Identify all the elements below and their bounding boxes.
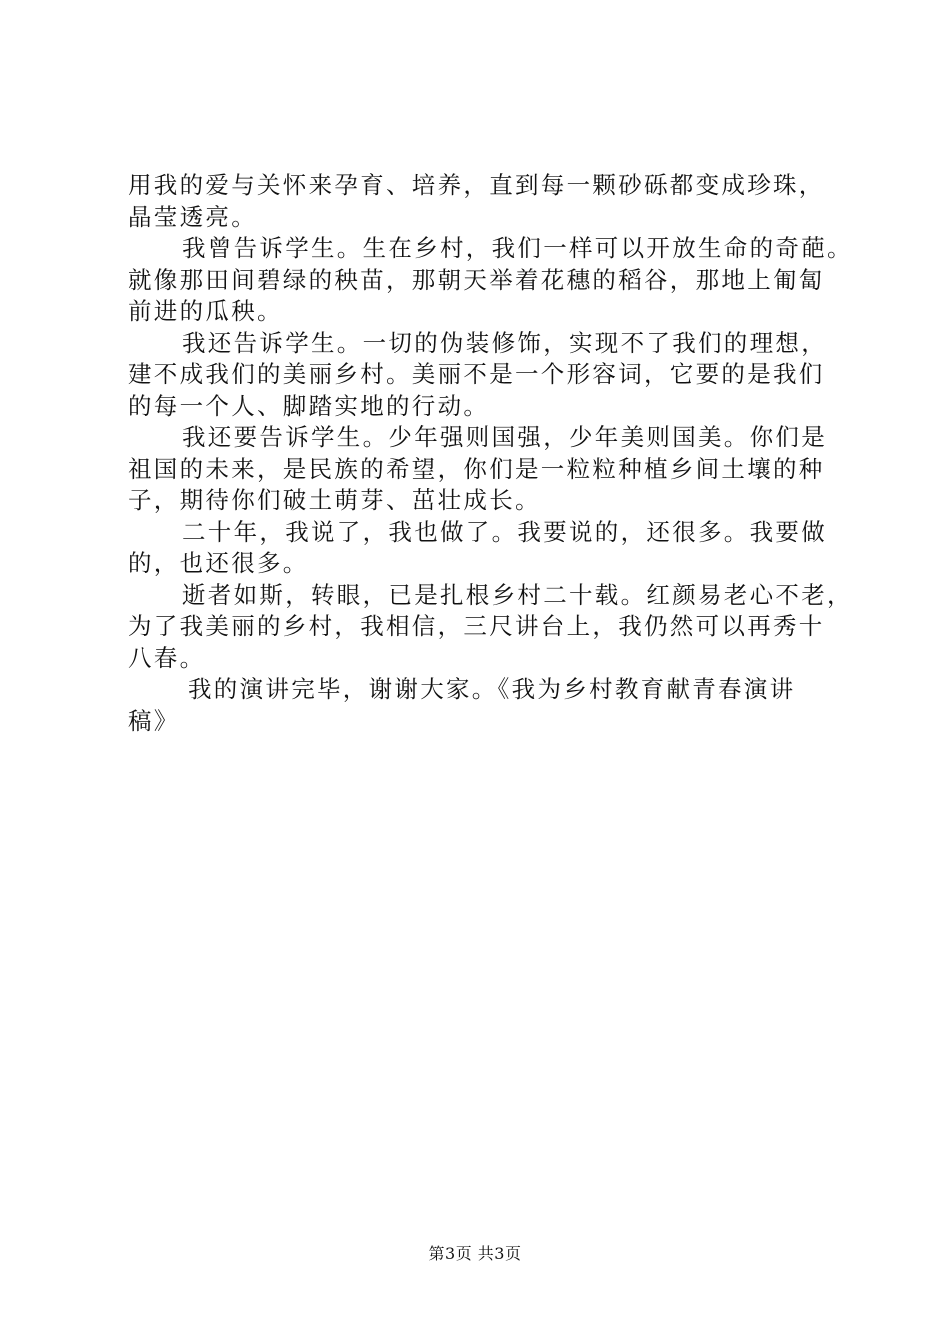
paragraph-first-line: 我的演讲完毕，谢谢大家。《我为乡村教育献青春演讲	[188, 675, 796, 703]
text-line: 晶莹透亮。	[128, 202, 257, 231]
text-line: 子，期待你们破土萌芽、茁壮成长。	[128, 486, 541, 514]
text-line: 稿》	[128, 706, 180, 735]
text-line: 就像那田间碧绿的秧苗，那朝天举着花穗的稻谷，那地上匍匐	[128, 265, 825, 294]
text-line: 前进的瓜秧。	[128, 297, 283, 325]
paragraph-first-line: 我还告诉学生。一切的伪装修饰，实现不了我们的理想，	[182, 328, 827, 357]
text-line: 的每一个人、脚踏实地的行动。	[128, 391, 490, 420]
text-line: 的，也还很多。	[128, 549, 309, 577]
text-line: 用我的爱与关怀来孕育、培养，直到每一颗砂砾都变成珍珠，	[128, 171, 825, 199]
text-line: 为了我美丽的乡村，我相信，三尺讲台上，我仍然可以再秀十	[128, 612, 825, 640]
paragraph-first-line: 逝者如斯，转眼，已是扎根乡村二十载。红颜易老心不老，	[182, 580, 853, 609]
text-line: 祖国的未来，是民族的希望，你们是一粒粒种植乡间土壤的种	[128, 454, 825, 483]
text-line: 八春。	[128, 643, 206, 672]
page-number-footer: 第3页 共3页	[428, 1244, 522, 1263]
paragraph-first-line: 我曾告诉学生。生在乡村，我们一样可以开放生命的奇葩。	[182, 234, 853, 262]
paragraph-first-line: 二十年，我说了，我也做了。我要说的，还很多。我要做	[182, 517, 827, 546]
document-body	[128, 170, 853, 737]
text-line: 建不成我们的美丽乡村。美丽不是一个形容词，它要的是我们	[128, 360, 825, 388]
paragraph-first-line: 我还要告诉学生。少年强则国强，少年美则国美。你们是	[182, 423, 827, 451]
